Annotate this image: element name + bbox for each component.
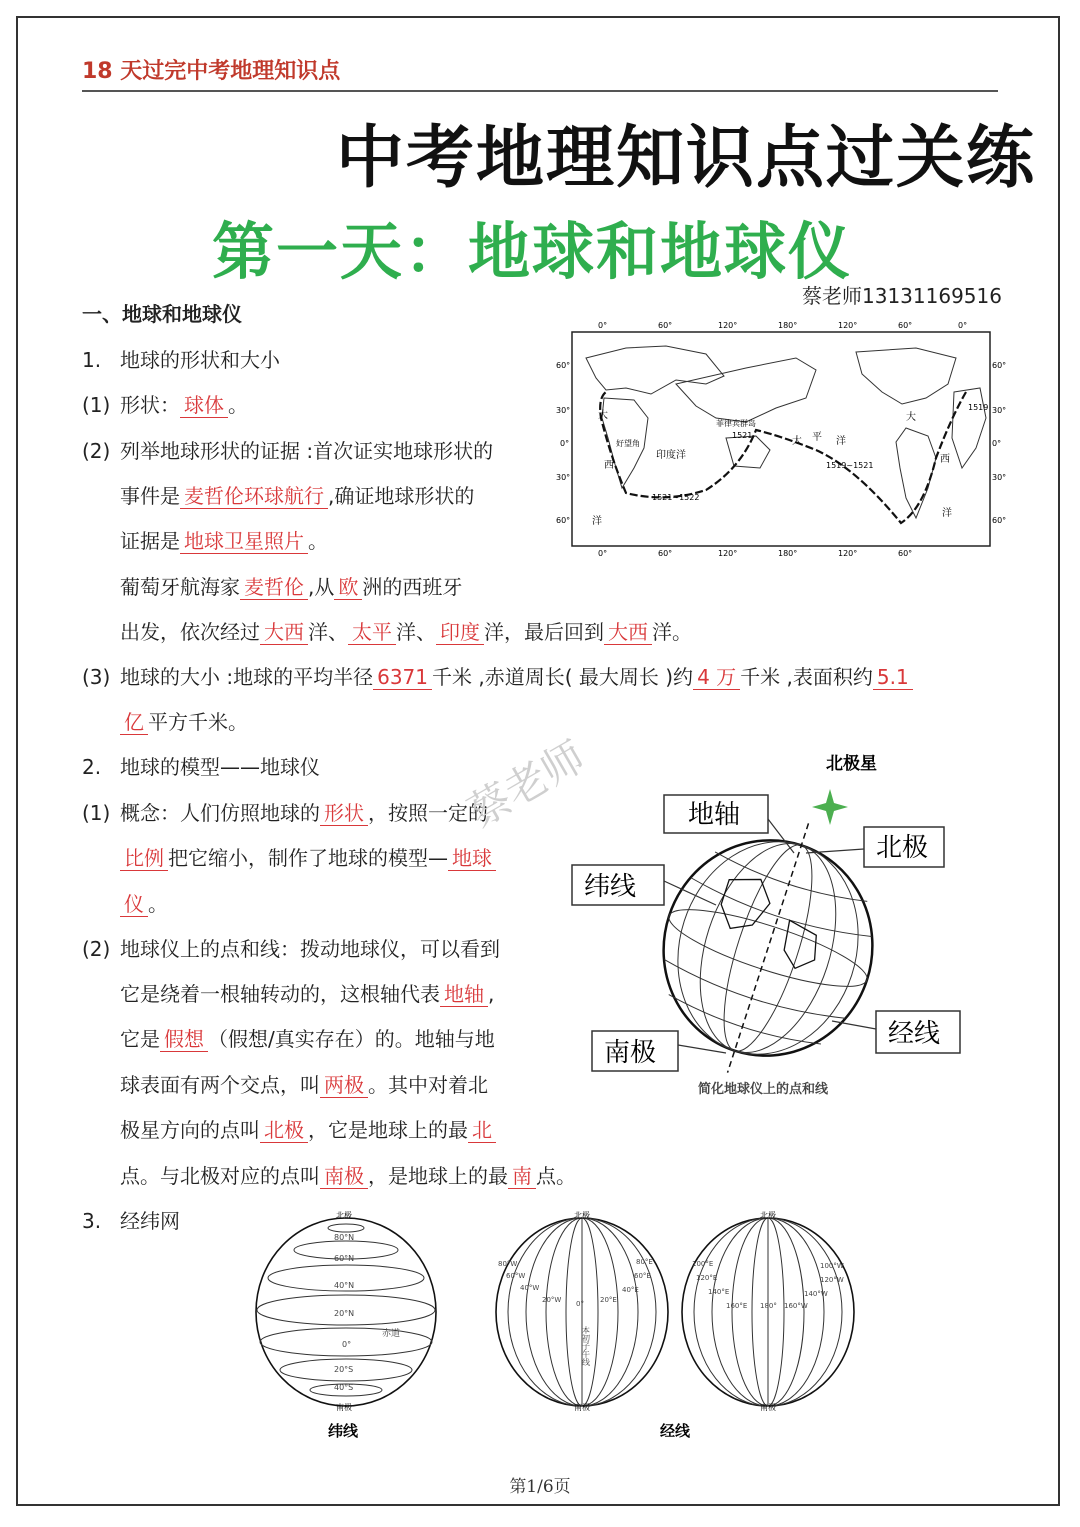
- page-number: 第1/6页: [509, 1477, 571, 1497]
- map-tick: 0°: [598, 549, 608, 558]
- text: 葡萄牙航海家: [120, 575, 240, 599]
- text: 极星方向的点叫: [120, 1118, 260, 1142]
- answer: 大西: [260, 620, 308, 645]
- north-pole-label: 北极: [876, 833, 929, 863]
- answer: 地球卫星照片: [180, 529, 308, 554]
- map-tick: 120°: [838, 321, 858, 330]
- text: 点。: [536, 1164, 576, 1188]
- map-label: 大: [906, 412, 916, 423]
- text: 洋。: [652, 620, 692, 644]
- map-label: 平: [812, 432, 822, 443]
- map-tick: 120°: [718, 321, 738, 330]
- answer: 南极: [320, 1164, 368, 1189]
- answer: 南: [508, 1164, 536, 1189]
- answer: 大西: [604, 620, 652, 645]
- map-label: 菲律宾群岛: [716, 419, 756, 428]
- item-num: 3.: [82, 1209, 102, 1233]
- lon-tick: 140°W: [804, 1290, 828, 1298]
- teacher-contact: 蔡老师13131169516: [802, 284, 1002, 308]
- text: 出发，依次经过: [120, 620, 260, 644]
- latitude-figure: [248, 1206, 448, 1446]
- text: 它是: [120, 1027, 160, 1051]
- map-label: 洋: [836, 436, 846, 447]
- item-num: (2): [82, 439, 111, 463]
- longitude-figure: [486, 1206, 870, 1446]
- map-tick: 30°: [992, 473, 1006, 482]
- lat-tick: 80°N: [334, 1233, 355, 1242]
- text: 事件是: [120, 484, 180, 508]
- item-1-2-line3: [120, 525, 328, 554]
- item-text: 地球的形状和大小: [120, 348, 280, 372]
- item-2: [82, 751, 320, 780]
- map-tick: 30°: [556, 406, 571, 415]
- map-tick: 30°: [992, 406, 1006, 415]
- lon-tick: 20°W: [542, 1296, 562, 1304]
- text: 千米 ,赤道周长( 最大周长 )约: [432, 665, 694, 689]
- map-label: 西: [940, 454, 950, 465]
- lon-tick: 80°E: [636, 1258, 653, 1266]
- map-tick: 0°: [560, 439, 570, 448]
- item-2-2-line3: [120, 1023, 495, 1052]
- text: 它是绕着一根轴转动的，这根轴代表: [120, 982, 440, 1006]
- map-label: 洋: [942, 508, 952, 519]
- map-tick: 180°: [778, 549, 798, 558]
- answer: 球体: [180, 393, 228, 418]
- text: 。其中对着北: [368, 1073, 488, 1097]
- south-pole-label: 南极: [604, 1038, 657, 1068]
- map-tick: 60°: [658, 549, 673, 558]
- north-label: 北极: [760, 1211, 776, 1220]
- south-label: 南极: [574, 1403, 590, 1412]
- answer: 仪: [120, 892, 148, 917]
- south-label: 南极: [336, 1403, 352, 1412]
- answer: 欧: [334, 575, 362, 600]
- map-tick: 60°: [898, 549, 913, 558]
- map-tick: 60°: [556, 516, 571, 525]
- answer: 麦哲伦环球航行: [180, 484, 328, 509]
- prime-meridian-label: 本初子午线: [581, 1326, 591, 1366]
- map-tick: 60°: [898, 321, 913, 330]
- text: 形状：: [120, 393, 180, 417]
- answer: 形状: [320, 801, 368, 826]
- answer: 6371: [373, 665, 432, 690]
- header-rule: [82, 90, 998, 92]
- lon-tick: 160°E: [726, 1302, 748, 1310]
- answer: 4 万: [693, 665, 740, 690]
- map-label: 好望角: [616, 439, 640, 448]
- item-2-1-line2: [120, 842, 496, 871]
- map-tick: 60°: [992, 361, 1006, 370]
- text: 洲的西班牙: [362, 575, 463, 599]
- map-year: 1521: [732, 431, 753, 440]
- text: 。: [148, 892, 168, 916]
- map-tick: 120°: [718, 549, 738, 558]
- item-1-3: [82, 661, 913, 690]
- text: 概念：人们仿照地球的: [120, 801, 320, 825]
- map-label: 西: [604, 460, 614, 471]
- item-text: 经纬网: [120, 1209, 180, 1233]
- item-1: [82, 344, 280, 373]
- map-tick: 30°: [556, 473, 571, 482]
- page-title: 中考地理知识点过关练: [336, 119, 1037, 198]
- lon-tick: 40°E: [622, 1286, 639, 1294]
- item-text: 地球的模型——地球仪: [120, 755, 320, 779]
- text: 地球的大小 :地球的平均半径: [120, 665, 374, 689]
- item-3: [82, 1205, 180, 1234]
- longitude-caption: 经线: [660, 1422, 691, 1440]
- lon-tick: 60°E: [634, 1272, 651, 1280]
- item-2-2: [82, 933, 500, 962]
- text: ,: [488, 982, 495, 1006]
- map-tick: 60°: [556, 361, 571, 370]
- lon-tick: 60°W: [506, 1272, 526, 1280]
- lat-tick: 40°N: [334, 1281, 355, 1290]
- text: 洋、: [308, 620, 348, 644]
- item-1-2-line5: [120, 616, 692, 645]
- north-label: 北极: [574, 1211, 590, 1220]
- lon-tick: 100°E: [692, 1260, 714, 1268]
- text: 平方千米。: [148, 710, 248, 734]
- item-num: 1.: [82, 348, 102, 372]
- equator-label: 赤道: [382, 1329, 401, 1339]
- lon-tick: 100°W: [820, 1262, 844, 1270]
- item-2-2-line4: [120, 1069, 488, 1098]
- map-tick: 180°: [778, 321, 798, 330]
- map-label: 大: [598, 410, 608, 421]
- text: 球表面有两个交点，叫: [120, 1073, 320, 1097]
- answer: 地轴: [440, 982, 488, 1007]
- item-2-2-line2: [120, 978, 494, 1007]
- lat-tick: 60°N: [334, 1254, 355, 1263]
- item-num: (2): [82, 937, 111, 961]
- item-2-2-line6: [120, 1160, 576, 1189]
- answer: 印度: [436, 620, 484, 645]
- lon-tick: 140°E: [708, 1288, 730, 1296]
- text: 。: [308, 529, 328, 553]
- lon-tick: 160°W: [784, 1302, 808, 1310]
- text: 证据是: [120, 529, 180, 553]
- text: 列举地球形状的证据 :首次证实地球形状的: [120, 439, 494, 463]
- latitude-label: 纬线: [584, 872, 637, 902]
- map-label: 洋: [592, 516, 602, 527]
- lat-tick: 20°S: [334, 1365, 354, 1374]
- south-label: 南极: [760, 1403, 776, 1412]
- item-1-2-line2: [120, 480, 474, 509]
- answer: 比例: [120, 846, 168, 871]
- lon-tick: 80°W: [498, 1260, 518, 1268]
- text: ,从: [308, 575, 335, 599]
- watermark: 蔡老师: [459, 731, 594, 837]
- lat-tick: 20°N: [334, 1309, 355, 1318]
- north-star-label: 北极星: [826, 754, 877, 774]
- section-heading: 一、地球和地球仪: [82, 302, 242, 326]
- text: 千米 ,表面积约: [740, 665, 873, 689]
- text: ，是地球上的最: [368, 1164, 508, 1188]
- map-tick: 60°: [658, 321, 673, 330]
- page-subtitle: 第一天：地球和地球仪: [212, 215, 853, 288]
- item-num: (1): [82, 801, 111, 825]
- map-label: 印度洋: [656, 450, 686, 461]
- item-2-1-line3: [120, 888, 168, 917]
- item-num: 2.: [82, 755, 102, 779]
- item-2-2-line5: [120, 1114, 496, 1143]
- map-tick: 60°: [992, 516, 1006, 525]
- answer: 北: [468, 1118, 496, 1143]
- lon-tick: 180°: [760, 1302, 777, 1310]
- item-2-1: [82, 797, 488, 826]
- lon-tick: 120°E: [696, 1274, 718, 1282]
- globe-caption: 简化地球仪上的点和线: [698, 1082, 829, 1097]
- map-label: 太: [792, 436, 802, 447]
- answer: 两极: [320, 1073, 368, 1098]
- map-tick: 0°: [598, 321, 608, 330]
- text: ,确证地球形状的: [328, 484, 475, 508]
- answer: 亿: [120, 710, 148, 735]
- map-tick: 120°: [838, 549, 858, 558]
- north-star-icon: [812, 789, 848, 825]
- lon-tick: 20°E: [600, 1296, 617, 1304]
- map-year: 1519~1521: [826, 461, 874, 470]
- world-route-map: [556, 318, 1006, 558]
- latitude-caption: 纬线: [328, 1422, 359, 1440]
- item-1-2-line4: [120, 571, 462, 600]
- map-year: 1521~1522: [652, 493, 700, 502]
- answer: 假想: [160, 1027, 208, 1052]
- lon-tick: 0°: [576, 1300, 584, 1308]
- answer: 麦哲伦: [240, 575, 308, 600]
- answer: 太平: [348, 620, 396, 645]
- map-tick: 0°: [958, 321, 968, 330]
- series-title: 18 天过完中考地理知识点: [82, 59, 341, 84]
- axis-label: 地轴: [688, 800, 741, 830]
- text: 。: [228, 393, 248, 417]
- lon-tick: 120°W: [820, 1276, 844, 1284]
- lat-tick: 0°: [342, 1340, 352, 1349]
- text: （假想/真实存在）的。地轴与地: [208, 1027, 495, 1051]
- lon-tick: 40°W: [520, 1284, 540, 1292]
- north-label: 北极: [336, 1211, 352, 1220]
- text: 洋、: [396, 620, 436, 644]
- lat-tick: 40°S: [334, 1383, 354, 1392]
- text: 把它缩小，制作了地球的模型—: [168, 846, 448, 870]
- map-tick: 0°: [992, 439, 1002, 448]
- item-num: (1): [82, 393, 111, 417]
- item-1-3-line2: [120, 706, 248, 735]
- text: ，按照一定的: [368, 801, 488, 825]
- answer: 5.1: [873, 665, 913, 690]
- text: ，它是地球上的最: [308, 1118, 468, 1142]
- item-1-2: [82, 435, 493, 464]
- item-num: (3): [82, 665, 111, 689]
- item-1-1: [82, 389, 248, 418]
- text: 地球仪上的点和线：拨动地球仪，可以看到: [120, 937, 500, 961]
- answer: 地球: [448, 846, 496, 871]
- text: 洋，最后回到: [484, 620, 604, 644]
- map-year: 1519: [968, 403, 989, 412]
- text: 点。与北极对应的点叫: [120, 1164, 320, 1188]
- globe-points-lines-diagram: [560, 745, 980, 1105]
- longitude-label: 经线: [888, 1019, 941, 1049]
- answer: 北极: [260, 1118, 308, 1143]
